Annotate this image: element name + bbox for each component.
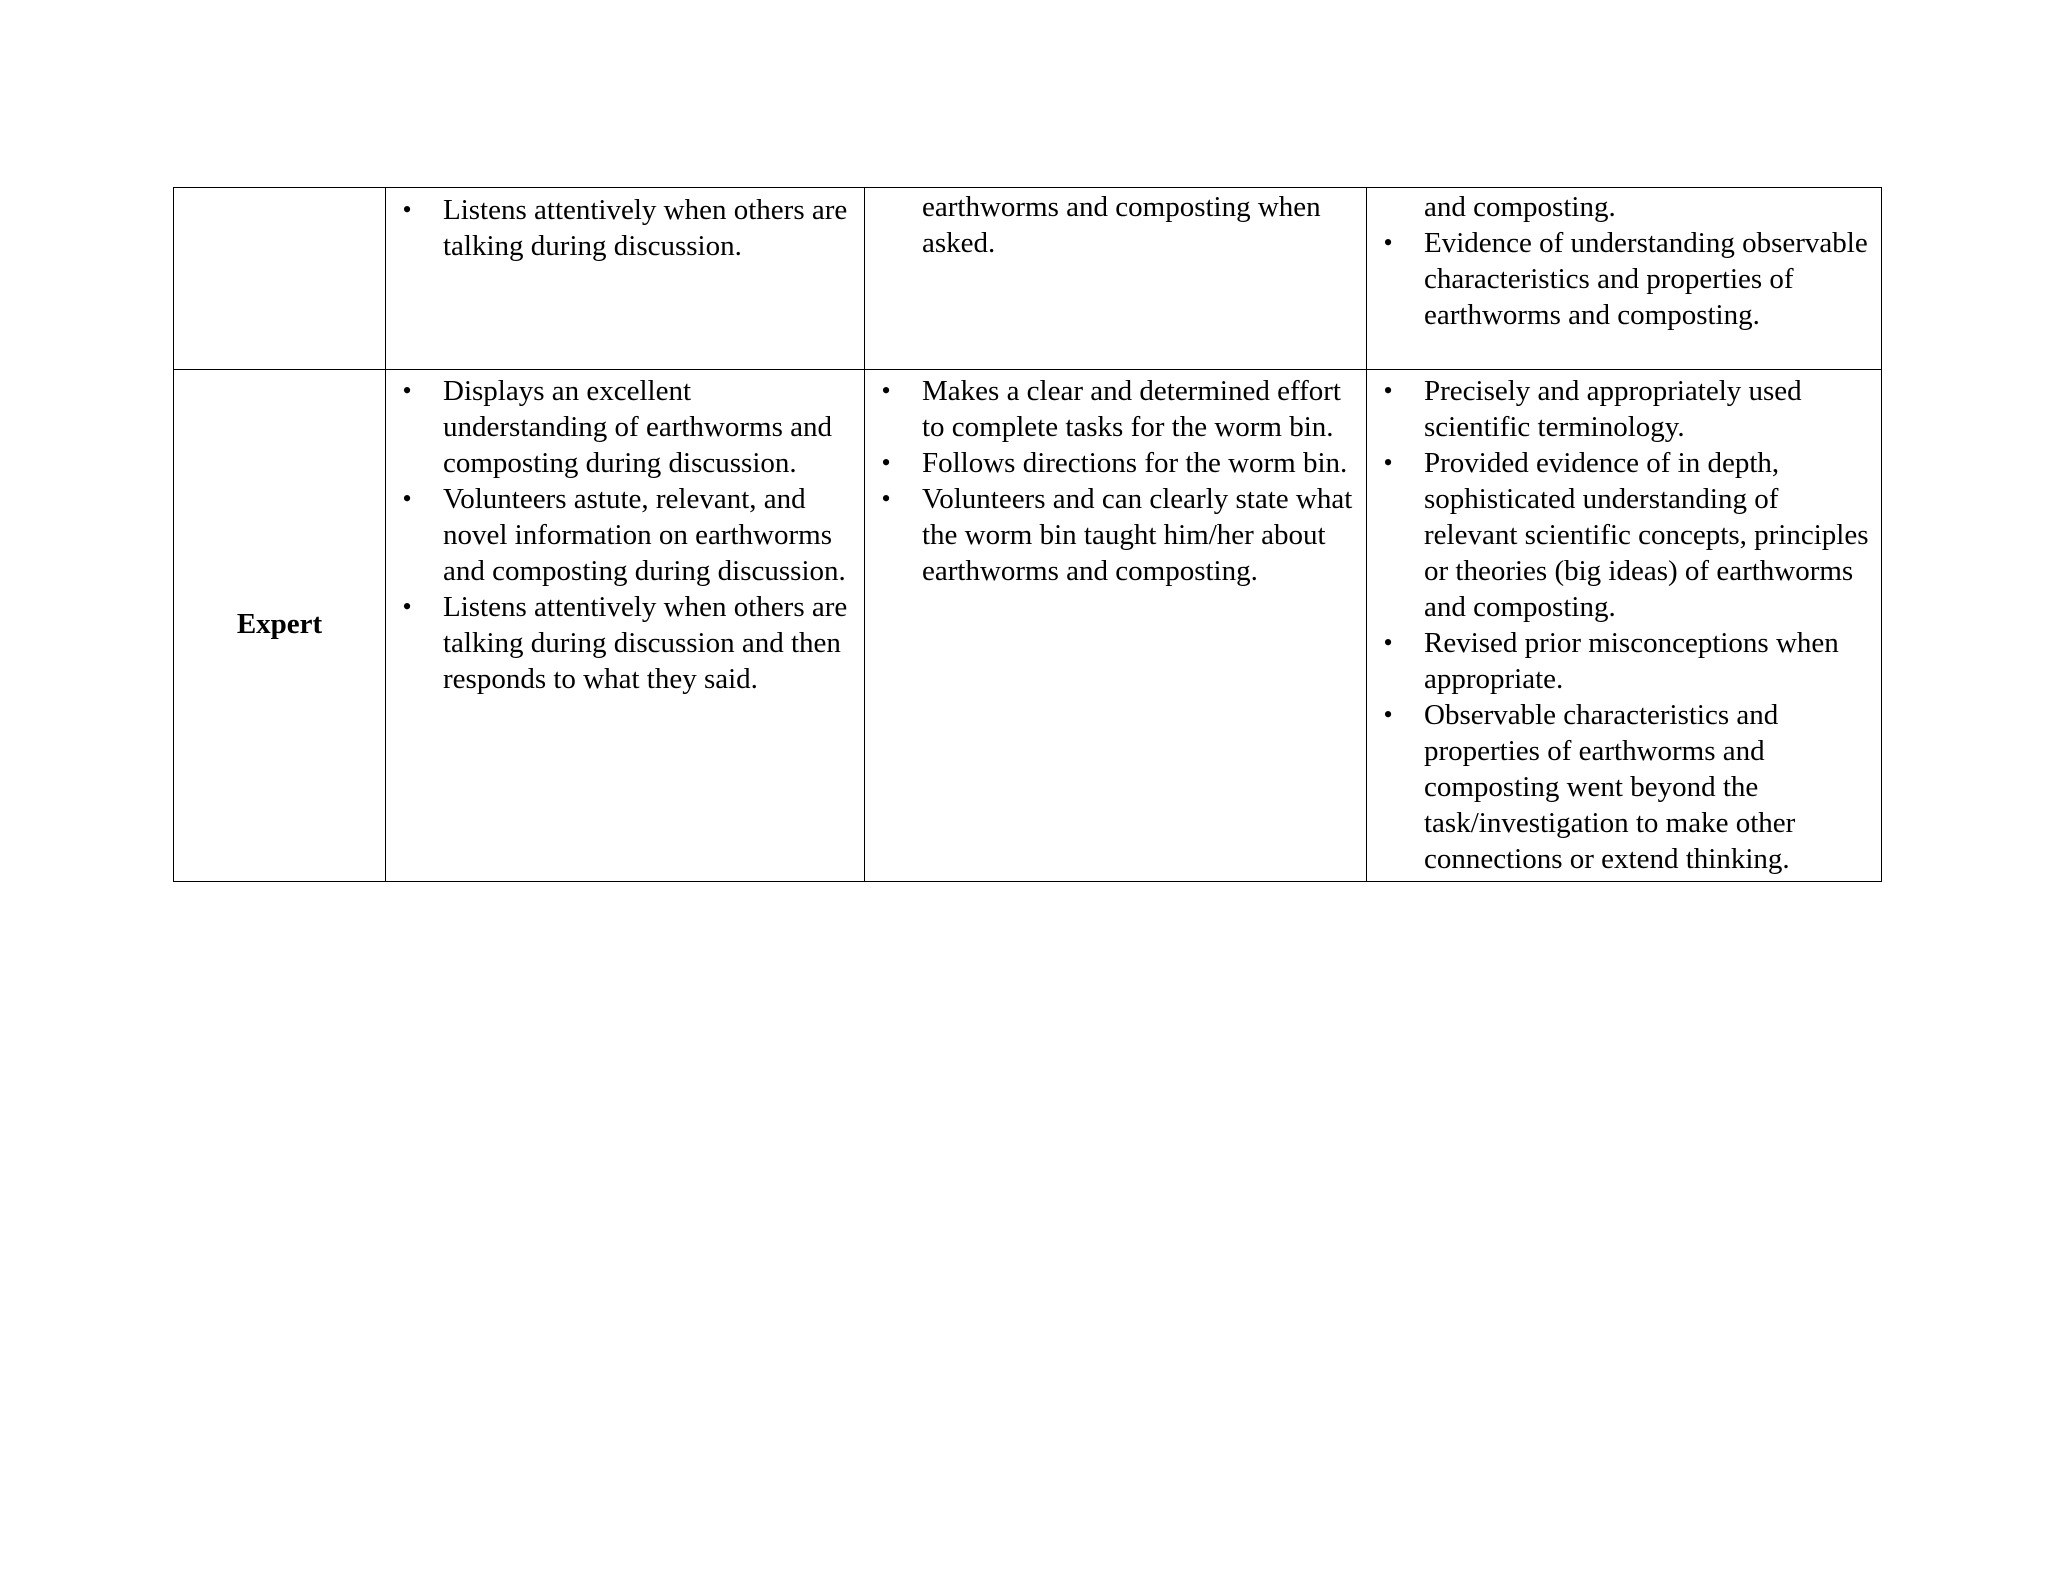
bullet-text: Volunteers astute, relevant, and novel information on earthworms and composting during discussion. (443, 483, 846, 587)
bullet-item (1367, 445, 1881, 625)
bullet-text: Evidence of understanding observable characteristics and properties of earthworms and composting. (1424, 227, 1868, 331)
bullet-list (1367, 225, 1881, 333)
rubric-cell-science (1367, 188, 1882, 370)
bullet-icon: • (402, 592, 412, 621)
bullet-icon: • (881, 484, 891, 513)
bullet-item (1367, 225, 1881, 333)
rubric-cell-worm-bin (865, 188, 1367, 370)
bullet-text: Listens attentively when others are talking during discussion and then responds to what they said. (443, 591, 848, 695)
bullet-text: Displays an excellent understanding of earthworms and composting during discussion. (443, 375, 832, 479)
bullet-icon: • (1383, 376, 1393, 405)
rubric-row-label-cell (174, 188, 386, 370)
bullet-icon: • (1383, 700, 1393, 729)
bullet-icon: • (881, 448, 891, 477)
continued-text: earthworms and composting when asked. (922, 191, 1321, 259)
bullet-icon: • (1383, 628, 1393, 657)
bullet-icon: • (402, 195, 412, 224)
bullet-item (865, 373, 1366, 445)
bullet-text: Listens attentively when others are talking during discussion. (443, 194, 848, 262)
bullet-list (386, 373, 864, 697)
bullet-text: Precisely and appropriately used scientific terminology. (1424, 375, 1802, 443)
rubric-cell-science (1367, 370, 1882, 882)
rubric-cell-worm-bin (865, 370, 1367, 882)
bullet-text: Revised prior misconceptions when appropriate. (1424, 627, 1839, 695)
bullet-item (1367, 625, 1881, 697)
bullet-item (1367, 697, 1881, 877)
bullet-text: Provided evidence of in depth, sophisticated understanding of relevant scientific concepts, principles or theories (big ideas) of earthworms and composting. (1424, 447, 1869, 623)
bullet-list (865, 373, 1366, 589)
bullet-text: Follows directions for the worm bin. (922, 447, 1348, 479)
bullet-item (386, 481, 864, 589)
bullet-list (386, 192, 864, 264)
rubric-row-label-cell (174, 370, 386, 882)
bullet-item (865, 481, 1366, 589)
bullet-text: Observable characteristics and properties of earthworms and composting went beyond the task/investigation to make other connections or extend thinking. (1424, 699, 1796, 875)
bullet-icon: • (881, 376, 891, 405)
rubric-cell-discussion (386, 188, 865, 370)
bullet-icon: • (402, 376, 412, 405)
bullet-item (386, 373, 864, 481)
bullet-text: Volunteers and can clearly state what the worm bin taught him/her about earthworms and composting. (922, 483, 1353, 587)
rubric-row-label-expert: Expert (236, 607, 323, 640)
rubric-row-continued (174, 188, 1882, 370)
bullet-list (1367, 373, 1881, 877)
bullet-item (1367, 373, 1881, 445)
bullet-text: Makes a clear and determined effort to complete tasks for the worm bin. (922, 375, 1341, 443)
rubric-table (173, 187, 1882, 882)
bullet-item (386, 589, 864, 697)
continued-text: and composting. (1424, 191, 1616, 223)
bullet-icon: • (1383, 448, 1393, 477)
bullet-item (386, 192, 864, 264)
bullet-icon: • (1383, 228, 1393, 257)
rubric-row-expert (174, 370, 1882, 882)
bullet-item (865, 445, 1366, 481)
rubric-cell-discussion (386, 370, 865, 882)
bullet-icon: • (402, 484, 412, 513)
